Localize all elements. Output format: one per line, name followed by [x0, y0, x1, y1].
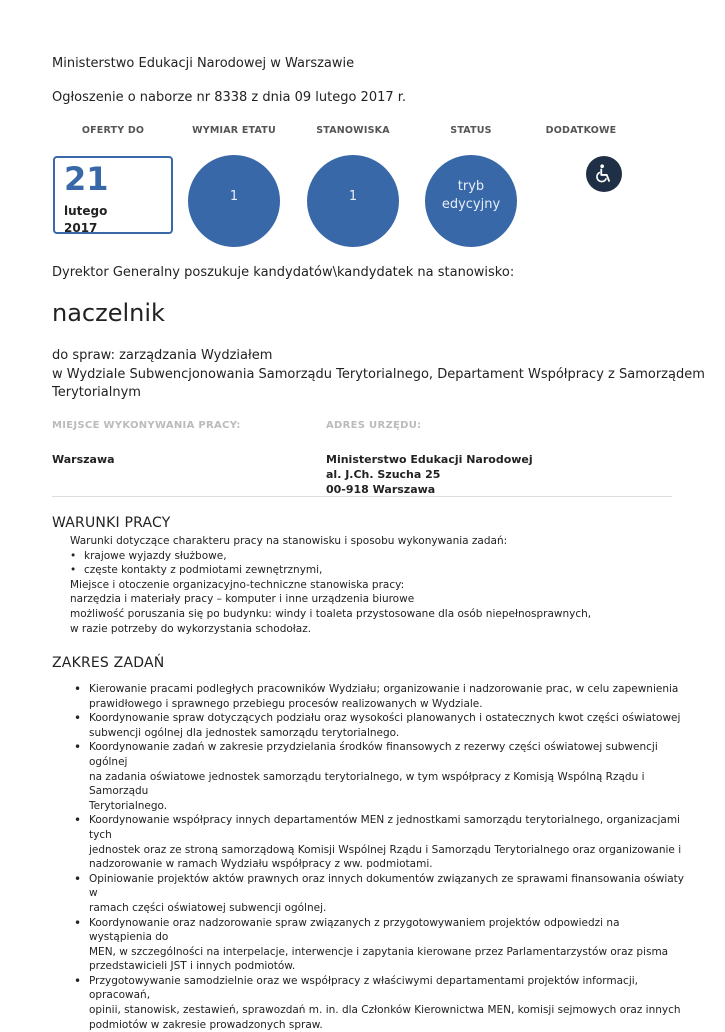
list-item: • Przygotowywanie samodzielnie oraz we współpracy z właściwymi departamentami projektów informacji, opracowań, opinii, stanowisk, zestawień, sprawozdań m. in. dla Członków Kierownictwa MEN, komisji sejmowych oraz innych podmiotów w zakresie prowadzonych spraw.: [74, 974, 684, 1032]
conditions-line: Warunki dotyczące charakteru pracy na stanowisku i sposobu wykonywania zadań:: [70, 535, 508, 547]
deadline-month-year: [64, 203, 107, 237]
intro-text: Dyrektor Generalny poszukuje kandydatów\kandydatek na stanowisko:: [52, 265, 515, 280]
tasks-list: [74, 682, 684, 1032]
work-place-value: Warszawa: [52, 453, 115, 466]
status-label: STATUS: [450, 125, 492, 136]
workload-circle: [188, 155, 280, 247]
office-address: [326, 452, 533, 497]
position-sub-1: do spraw: zarządzania Wydziałem: [52, 348, 273, 363]
positions-value: 1: [348, 189, 358, 204]
conditions-line: możliwość poruszania się po budynku: windy i toaleta przystosowane dla osób niepełnosprawnych,: [70, 607, 592, 620]
status-line-1: tryb: [457, 179, 485, 194]
deadline-day: 21: [64, 160, 109, 198]
tasks-title: ZAKRES ZADAŃ: [52, 655, 165, 671]
workload-label: WYMIAR ETATU: [192, 125, 276, 136]
office-line-1: Ministerstwo Edukacji Narodowej: [326, 453, 533, 466]
wheelchair-icon: [586, 156, 622, 192]
office-line-3: 00-918 Warszawa: [326, 483, 436, 496]
conditions-bullet: • krajowe wyjazdy służbowe,: [70, 549, 227, 562]
conditions-line: w razie potrzeby do wykorzystania schodołaz.: [70, 622, 312, 635]
deadline-year: 2017: [64, 221, 98, 235]
conditions-line: Miejsce i otoczenie organizacyjno-techniczne stanowiska pracy:: [70, 578, 405, 591]
list-item: • Koordynowanie zadań w zakresie przydzielania środków finansowych z rezerwy części oświatowej subwencji ogólnej na zadania oświatowe jednostek samorządu terytorialnego, w tym współpracy z Komisją Wspólną Rządu i Samorządu Terytorialnego.: [74, 740, 684, 813]
conditions-title: WARUNKI PRACY: [52, 515, 171, 531]
list-item: • Koordynowanie oraz nadzorowanie spraw związanych z przygotowywaniem projektów odpowiedzi na wystąpienia do MEN, w szczególności na interpelacje, interwencje i zapytania kierowane przez Parlamentarzystów oraz pisma przedstawicieli JST i innych podmiotów.: [74, 916, 684, 974]
announcement-line: Ogłoszenie o naborze nr 8338 z dnia 09 lutego 2017 r.: [52, 90, 407, 105]
office-address-label: ADRES URZĘDU:: [326, 420, 422, 431]
list-item: • Kierowanie pracami podległych pracowników Wydziału; organizowanie i nadzorowanie prac, w celu zapewnienia prawidłowego i sprawnego przebiegu procesów realizowanych w Wydziale.: [74, 682, 684, 711]
positions-circle: [307, 155, 399, 247]
conditions-bullet: • częste kontakty z podmiotami zewnętrznymi,: [70, 564, 323, 577]
deadline-month: lutego: [64, 204, 108, 218]
ministry-name: Ministerstwo Edukacji Narodowej w Warszawie: [52, 56, 355, 71]
conditions-line: narzędzia i materiały pracy – komputer i inne urządzenia biurowe: [70, 593, 415, 606]
extras-label: DODATKOWE: [545, 125, 617, 136]
positions-label: STANOWISKA: [316, 125, 390, 136]
section-divider: [52, 496, 672, 497]
conditions-body: [70, 534, 591, 636]
status-line-2: edycyjny: [441, 197, 501, 212]
position-sub-2: w Wydziale Subwencjonowania Samorządu Terytorialnego, Departament Współpracy z Samorządem: [52, 366, 705, 382]
list-item: • Koordynowanie spraw dotyczących podziału oraz wysokości planowanych i ostatecznych kwot części oświatowej subwencji ogólnej dla jednostek samorządu terytorialnego.: [74, 711, 684, 740]
workload-value: 1: [229, 189, 239, 204]
position-sub-3: Terytorialnym: [52, 385, 141, 400]
offers-until-label: OFERTY DO: [81, 125, 145, 136]
status-circle: [425, 155, 517, 247]
work-place-label: MIEJSCE WYKONYWANIA PRACY:: [52, 420, 241, 431]
list-item: • Koordynowanie współpracy innych departamentów MEN z jednostkami samorządu terytorialnego, organizacjami tych jednostek oraz ze stroną samorządową Komisji Wspólnej Rządu i Samorządu Terytorialnego oraz organizowanie i nadzorowanie w ramach Wydziału współpracy z ww. podmiotami.: [74, 813, 684, 871]
list-item: • Opiniowanie projektów aktów prawnych oraz innych dokumentów związanych ze sprawami finansowania oświaty w ramach części oświatowej subwencji ogólnej.: [74, 872, 684, 916]
offers-deadline-box: [53, 156, 173, 234]
position-title: naczelnik: [52, 299, 165, 327]
office-line-2: al. J.Ch. Szucha 25: [326, 468, 441, 481]
position-subtitle: [52, 347, 705, 403]
